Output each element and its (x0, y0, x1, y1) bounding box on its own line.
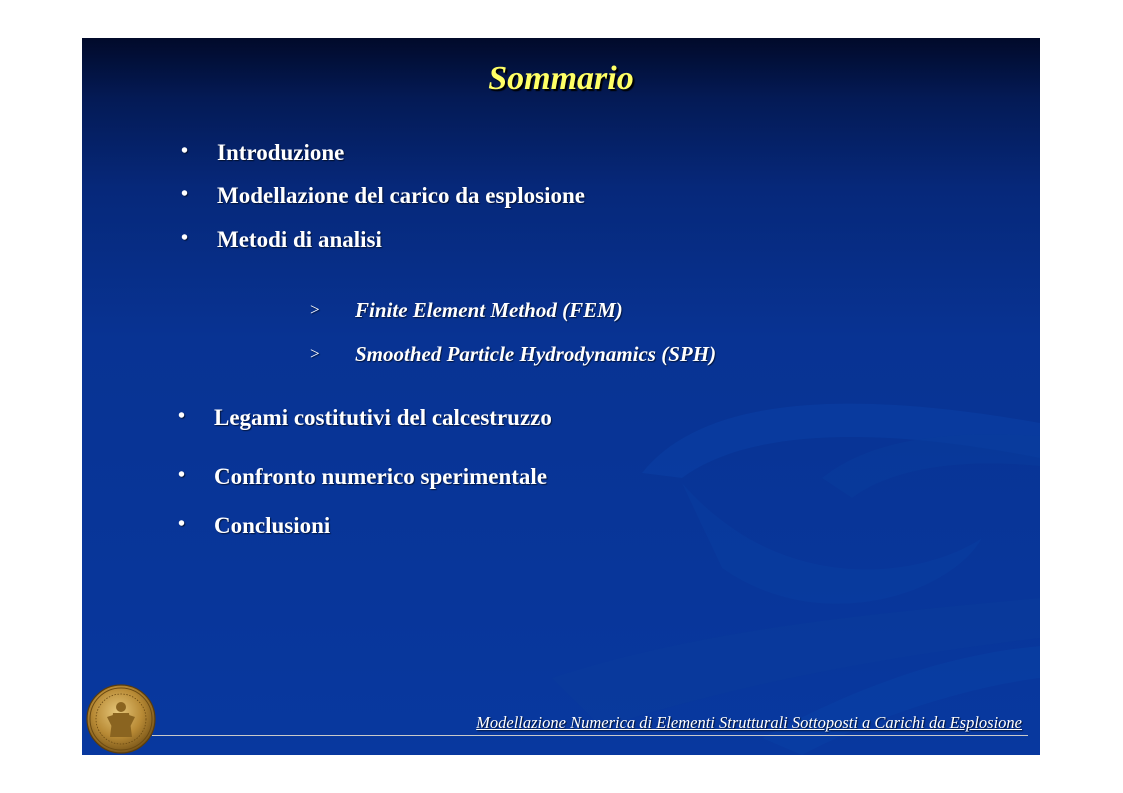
sub-bullet-marker: > (310, 344, 320, 363)
bullet-marker: • (178, 405, 186, 427)
slide-title: Sommario (488, 60, 634, 97)
bullet-marker: • (181, 183, 189, 205)
bullet-marker: • (181, 227, 189, 249)
list-item-label: Introduzione (217, 140, 345, 165)
list-item-label: Confronto numerico sperimentale (214, 464, 548, 489)
bullet-marker: • (181, 140, 189, 162)
sub-list-item-label: Smoothed Particle Hydrodynamics (SPH) (355, 342, 717, 366)
sub-bullet-marker: > (310, 300, 320, 319)
bullet-marker: • (178, 464, 186, 486)
list-item-label: Modellazione del carico da esplosione (217, 183, 585, 208)
bullet-marker: • (178, 513, 186, 535)
slide (82, 38, 1040, 755)
list-item-label: Conclusioni (214, 513, 331, 538)
list-item-label: Metodi di analisi (217, 227, 382, 252)
footer-text: Modellazione Numerica di Elementi Strutturali Sottoposti a Carichi da Esplosione (476, 713, 1022, 732)
list-item-label: Legami costitutivi del calcestruzzo (214, 405, 552, 430)
university-seal-icon (85, 683, 157, 755)
footer-divider (152, 735, 1028, 736)
sub-list-item-label: Finite Element Method (FEM) (355, 298, 623, 322)
